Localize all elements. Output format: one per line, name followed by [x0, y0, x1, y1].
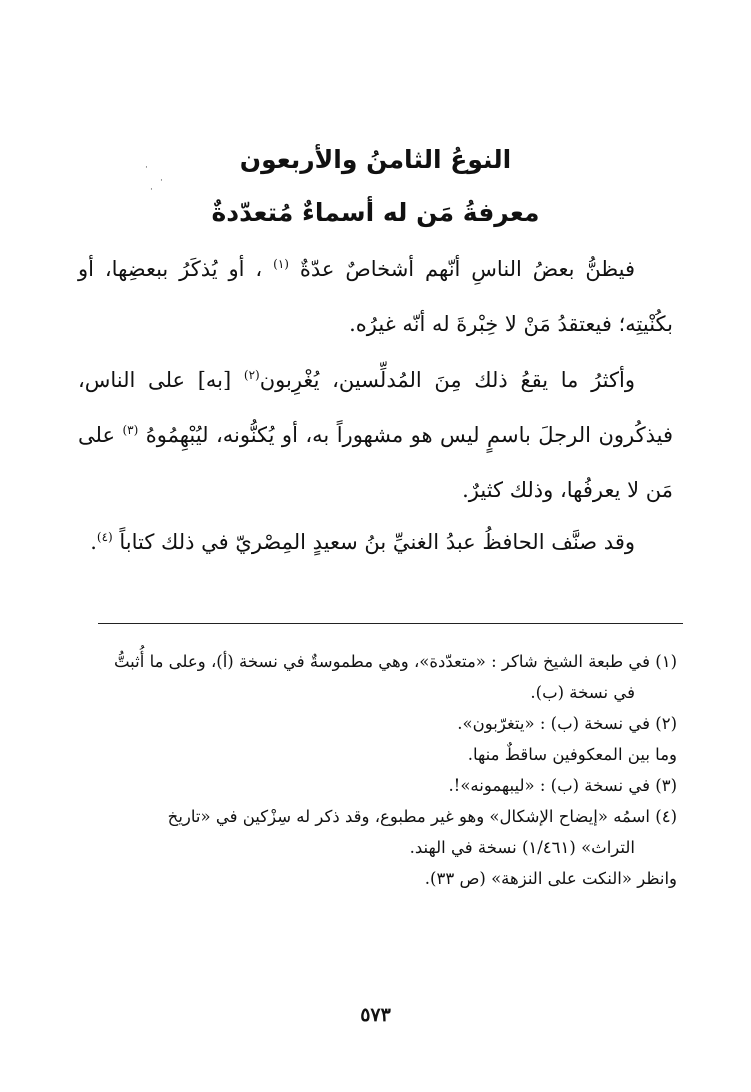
footnote-ref[interactable]: (٢) [243, 368, 260, 382]
print-speck: · [150, 185, 153, 195]
paragraph-text: . [90, 530, 97, 554]
footnote-4: (٤) اسمُه «إيضاح الإشكال» وهو غير مطبوع، وقد ذكر له سِزْكين في «تاريخ [167, 807, 677, 826]
footnote-ref[interactable]: (٣) [122, 423, 139, 437]
paragraph-text: وقد صنَّف الحافظُ عبدُ الغنيِّ بنُ سعيدٍ المِصْريّ في ذلك كتاباً [119, 530, 635, 554]
footnote-divider [98, 623, 683, 624]
paragraph-3 [78, 515, 673, 570]
paragraph-2 [78, 353, 673, 518]
footnote-1-cont: في نسخة (ب). [530, 683, 635, 702]
chapter-title: النوعُ الثامنُ والأربعون [239, 145, 512, 174]
print-speck: · [160, 176, 163, 186]
paragraph-text: وأكثرُ ما يقعُ ذلك مِنَ المُدلِّسين، يُغْرِبون [259, 368, 635, 392]
footnote-3: (٣) في نسخة (ب) : «ليبهمونه»!. [448, 776, 677, 795]
footnote-ref[interactable]: (١) [273, 257, 289, 271]
footnote-4-cont2: وانظر «النكت على النزهة» (ص ٣٣). [424, 869, 677, 888]
paragraph-1 [78, 242, 673, 352]
footnote-4-cont: التراث» (١/٤٦١) نسخة في الهند. [409, 838, 635, 857]
page-number: ٥٧٣ [360, 1004, 391, 1026]
footnote-ref[interactable]: (٤) [96, 530, 113, 544]
chapter-subtitle: معرفةُ مَن له أسماءٌ مُتعدّدةٌ [211, 198, 540, 227]
footnote-2-cont: وما بين المعكوفين ساقطٌ منها. [467, 745, 677, 764]
print-speck: · [145, 163, 148, 173]
footnote-1: (١) في طبعة الشيخ شاكر : «متعدّدة»، وهي مطموسةٌ في نسخة (أ)، وعلى ما أُثبتُّ [113, 652, 677, 671]
footnotes [77, 646, 677, 894]
paragraph-text: [به] على الناس، فيذكُرون الرجلَ باسمٍ ليس هو مشهوراً به، أو يُكنُّونه، ليُبْهِمُوهُ [78, 368, 673, 447]
paragraph-text: ، أو يُذكَرُ ببعضِها، أو بكُنْيتِه؛ فيعتقدُ مَنْ لا خِبْرةَ له أنّه غيرُه. [78, 257, 673, 336]
paragraph-text: فيظنُّ بعضُ الناسِ أنّهم أشخاصٌ عدّةٌ [299, 257, 636, 281]
footnote-2: (٢) في نسخة (ب) : «يتغرّبون». [457, 714, 677, 733]
paragraph-text: على مَن لا يعرفُها، وذلك كثيرٌ. [78, 423, 673, 502]
